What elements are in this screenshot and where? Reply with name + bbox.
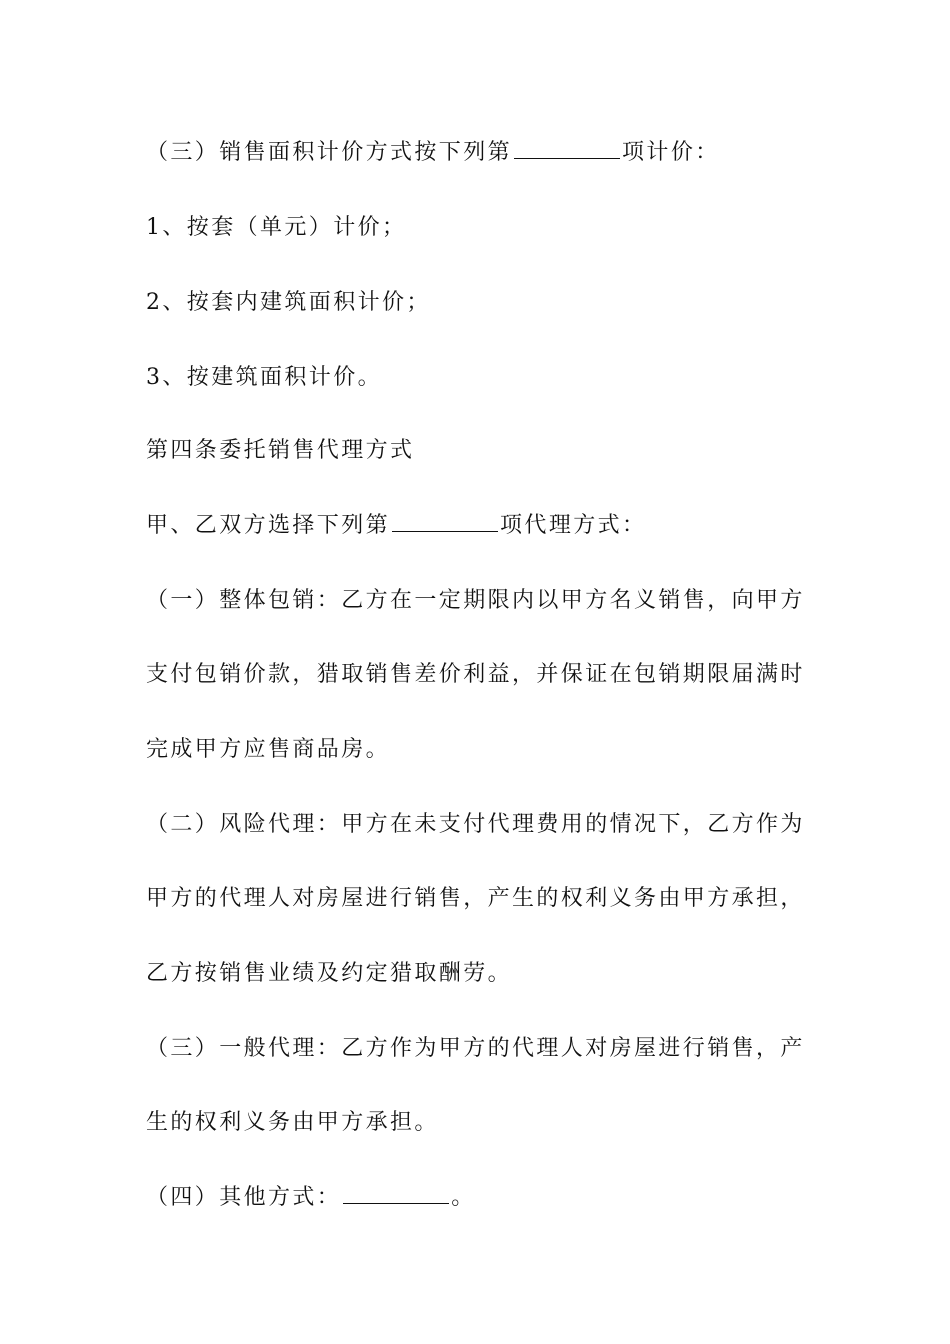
full-package-line-1: （一）整体包销：乙方在一定期限内以甲方名义销售，向甲方 <box>146 588 805 613</box>
other-method-blank <box>343 1183 449 1204</box>
other-method-clause <box>146 1183 826 1213</box>
pricing-method-blank <box>514 138 620 159</box>
risk-agency-line-2: 甲方的代理人对房屋进行销售，产生的权利义务由甲方承担， <box>146 886 805 911</box>
pricing-method-clause <box>146 138 826 168</box>
agency-method-text: 甲、乙双方选择下列第 <box>146 513 391 538</box>
article-4-heading: 第四条委托销售代理方式 <box>146 438 415 463</box>
risk-agency-line-3: 乙方按销售业绩及约定猎取酬劳。 <box>146 961 513 986</box>
pricing-method-text: （三）销售面积计价方式按下列第 <box>146 140 513 165</box>
general-agency-line-1: （三）一般代理：乙方作为甲方的代理人对房屋进行销售，产 <box>146 1036 805 1061</box>
pricing-option-2: 2、按套内建筑面积计价； <box>146 290 431 315</box>
general-agency-line-2: 生的权利义务由甲方承担。 <box>146 1110 439 1135</box>
pricing-method-suffix: 项计价： <box>622 140 720 165</box>
full-package-line-2: 支付包销价款，猎取销售差价利益，并保证在包销期限届满时 <box>146 662 805 687</box>
pricing-option-3: 3、按建筑面积计价。 <box>146 365 382 390</box>
other-method-text: （四）其他方式： <box>146 1185 342 1210</box>
pricing-option-1: 1、按套（单元）计价； <box>146 215 407 240</box>
agency-method-clause <box>146 511 826 541</box>
agency-method-suffix: 项代理方式： <box>500 513 647 538</box>
other-method-suffix: 。 <box>451 1185 476 1210</box>
agency-method-blank <box>392 511 498 532</box>
full-package-line-3: 完成甲方应售商品房。 <box>146 737 391 762</box>
risk-agency-line-1: （二）风险代理：甲方在未支付代理费用的情况下，乙方作为 <box>146 812 805 837</box>
